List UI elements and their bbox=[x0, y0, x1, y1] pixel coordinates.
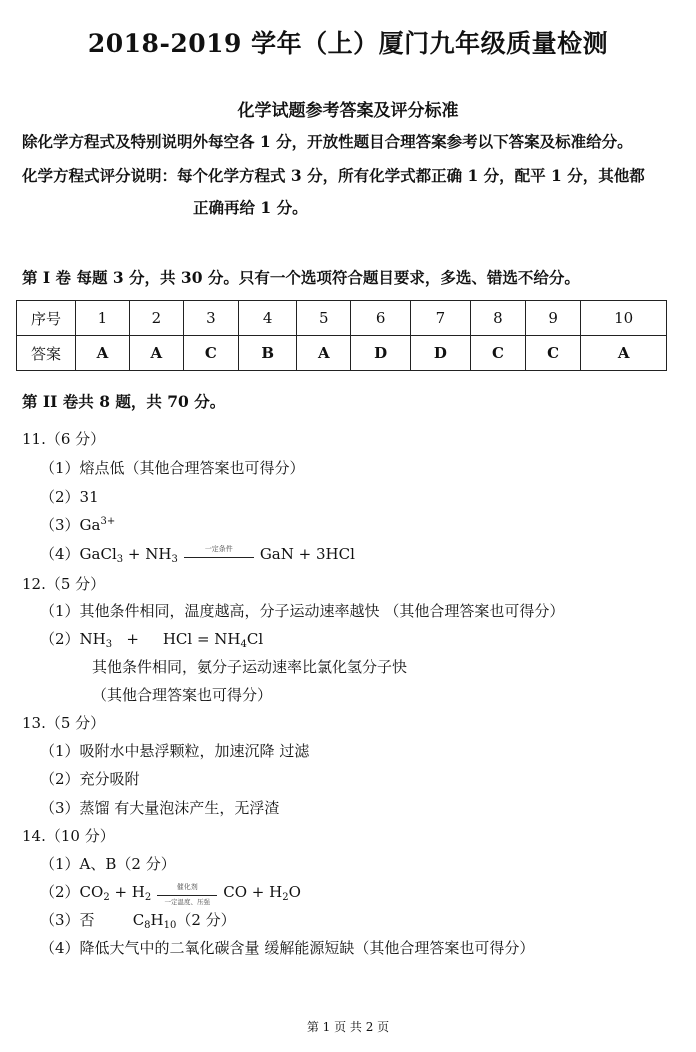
table-cell: A bbox=[129, 336, 183, 371]
table-cell: A bbox=[581, 336, 667, 371]
part2-heading: 第 II 卷共 8 题，共 70 分。 bbox=[22, 392, 226, 411]
table-cell: C bbox=[470, 336, 525, 371]
table-cell: 5 bbox=[297, 301, 351, 336]
page-subtitle: 化学试题参考答案及评分标准 bbox=[237, 101, 459, 121]
q11-answer-4: （4）GaCl$_3$ + $NH_3$ 一定条件 GaN + 3HCl bbox=[40, 545, 355, 565]
scoring-note-2: 化学方程式评分说明：每个化学方程式 3 分，所有化学式都正确 1 分，配平 1 分，其他都 bbox=[22, 166, 645, 185]
q11-answer-2: （2）31 bbox=[40, 488, 99, 506]
table-cell: A bbox=[297, 336, 351, 371]
table-cell: 10 bbox=[581, 301, 667, 336]
q12-answer-1: （1）其他条件相同，温度越高，分子运动速率越快 （其他合理答案也可得分） bbox=[40, 602, 565, 620]
q13-answer-1: （1）吸附水中悬浮颗粒，加速沉降 过滤 bbox=[40, 742, 310, 760]
table-cell: 3 bbox=[183, 301, 238, 336]
reaction-arrow: 催化剂 一定温度、压强 bbox=[157, 886, 217, 900]
table-cell: 1 bbox=[76, 301, 130, 336]
q13-answer-2: （2）充分吸附 bbox=[40, 770, 140, 788]
q12-answer-2-explanation: 其他条件相同，氨分子运动速率比氯化氢分子快 bbox=[92, 658, 408, 676]
table-cell: B bbox=[239, 336, 297, 371]
reaction-arrow: 一定条件 bbox=[184, 548, 254, 562]
q12-answer-2-note: （其他合理答案也可得分） bbox=[92, 686, 273, 704]
scoring-note-3: 正确再给 1 分。 bbox=[193, 198, 308, 217]
q14-heading: 14.（10 分） bbox=[22, 827, 115, 845]
table-cell: 9 bbox=[526, 301, 581, 336]
table-row-answers bbox=[17, 336, 667, 371]
q13-heading: 13.（5 分） bbox=[22, 714, 106, 732]
table-cell: D bbox=[351, 336, 411, 371]
table-row-numbers bbox=[17, 301, 667, 336]
page-number: 第 1 页 共 2 页 bbox=[306, 1020, 390, 1034]
part1-heading: 第 I 卷 每题 3 分，共 30 分。只有一个选项符合题目要求，多选、错选不给分。 bbox=[22, 268, 580, 287]
scoring-note-1: 除化学方程式及特别说明外每空各 1 分，开放性题目合理答案参考以下答案及标准给分。 bbox=[22, 132, 633, 151]
row-label-number: 序号 bbox=[17, 301, 76, 336]
q13-answer-3: （3）蒸馏 有大量泡沫产生，无浮渣 bbox=[40, 799, 280, 817]
q11-heading: 11.（6 分） bbox=[22, 430, 106, 448]
table-cell: D bbox=[411, 336, 471, 371]
answer-table bbox=[16, 300, 667, 371]
row-label-answer: 答案 bbox=[17, 336, 76, 371]
q12-answer-2: $(2)NH_3$ + HCl = $NH_4Cl$ bbox=[40, 630, 264, 650]
table-cell: 8 bbox=[470, 301, 525, 336]
table-cell: C bbox=[526, 336, 581, 371]
table-cell: 6 bbox=[351, 301, 411, 336]
q14-answer-3: （3）否 $C_8H_{10}(2$ 分） bbox=[40, 911, 236, 931]
table-cell: 4 bbox=[239, 301, 297, 336]
table-cell: A bbox=[76, 336, 130, 371]
q14-answer-1: （1）A、B（2 分） bbox=[40, 855, 176, 873]
page-title: 2018-2019 学年（上）厦门九年级质量检测 bbox=[87, 29, 609, 58]
table-cell: 2 bbox=[129, 301, 183, 336]
table-cell: 7 bbox=[411, 301, 471, 336]
q14-answer-2: $(2)CO_2 + H_2$ 催化剂 一定温度、压强 CO + $H_2O$ bbox=[40, 883, 301, 906]
q14-answer-4: （4）降低大气中的二氧化碳含量 缓解能源短缺（其他合理答案也可得分） bbox=[40, 939, 535, 957]
q11-answer-1: （1）熔点低（其他合理答案也可得分） bbox=[40, 459, 305, 477]
table-cell: C bbox=[183, 336, 238, 371]
q11-answer-3: $(3)Ga^{3+}$ bbox=[40, 516, 116, 534]
q12-heading: 12.（5 分） bbox=[22, 575, 106, 593]
